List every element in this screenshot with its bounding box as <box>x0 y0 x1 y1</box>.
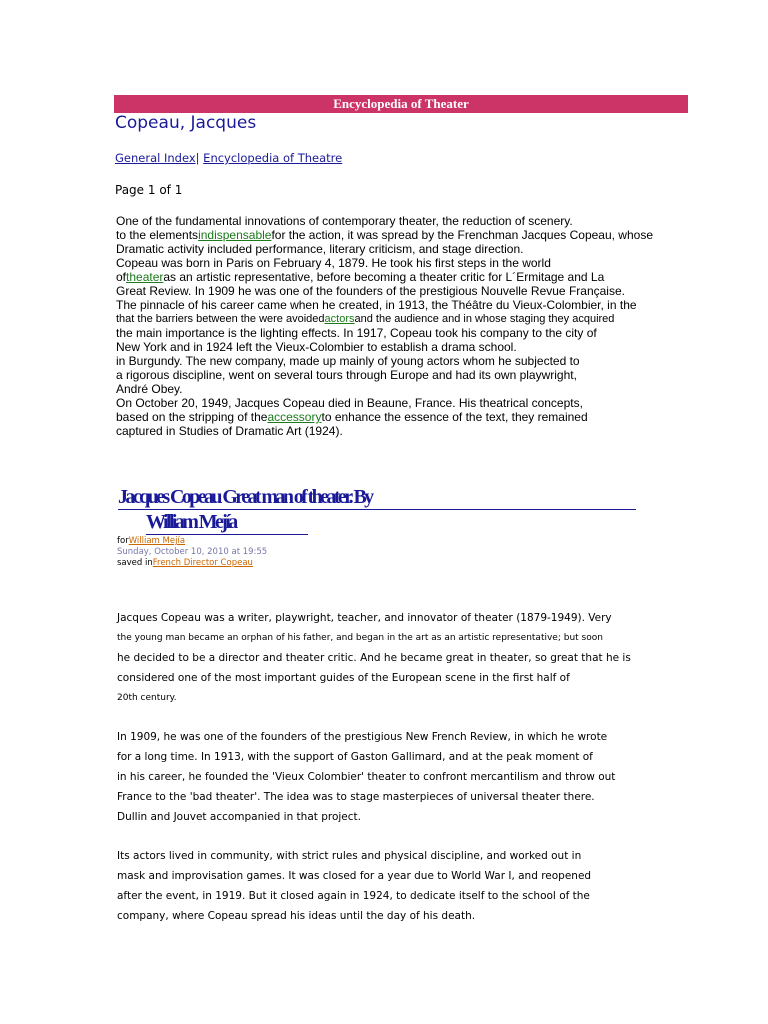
accessory-link[interactable]: accessory <box>267 410 322 424</box>
intro-line: oftheateras an artistic representative, before becoming a theater critic for L´Ermitage and La <box>116 270 605 284</box>
intro-line: to the elementsindispensablefor the action, it was spread by the Frenchman Jacques Copeau, whose <box>116 228 653 242</box>
actors-link[interactable]: actors <box>324 313 355 325</box>
intro-line: the main importance is the lighting effects. In 1917, Copeau took his company to the city of <box>116 326 597 340</box>
body-line: France to the 'bad theater'. The idea was to stage masterpieces of universal theater there. <box>117 791 595 803</box>
encyclopedia-theatre-link[interactable]: Encyclopedia of Theatre <box>203 151 343 165</box>
saved-prefix: saved in <box>117 558 153 568</box>
encyclopedia-banner: Encyclopedia of Theater <box>114 95 688 113</box>
article-headline[interactable] <box>118 486 636 535</box>
intro-line: that the barriers between the were avoidedactorsand the audience and in whose staging they acquired <box>116 313 615 325</box>
intro-line: Dramatic activity included performance, literary criticism, and stage direction. <box>116 242 524 256</box>
body-line: for a long time. In 1913, with the support of Gaston Gallimard, and at the peak moment of <box>117 751 593 763</box>
headline-line-1[interactable]: Jacques Copeau Great man of theater. By <box>118 486 636 510</box>
theater-link[interactable]: theater <box>126 270 164 284</box>
author-link[interactable]: William Mejía <box>128 536 186 546</box>
intro-line: a rigorous discipline, went on several tours through Europe and had its own playwright, <box>116 368 577 382</box>
body-line: after the event, in 1919. But it closed again in 1924, to dedicate itself to the school of the <box>117 890 590 902</box>
body-line: In 1909, he was one of the founders of the prestigious New French Review, in which he wrote <box>117 731 608 743</box>
body-line: in his career, he founded the 'Vieux Colombier' theater to confront mercantilism and throw out <box>117 771 616 783</box>
body-line: mask and improvisation games. It was closed for a year due to World War I, and reopened <box>117 870 592 882</box>
intro-line: captured in Studies of Dramatic Art (1924). <box>116 424 343 438</box>
intro-line: Copeau was born in Paris on February 4, 1879. He took his first steps in the world <box>116 256 551 270</box>
breadcrumb <box>115 151 342 165</box>
body-line: Dullin and Jouvet accompanied in that project. <box>117 811 361 823</box>
article-meta <box>117 536 267 569</box>
indispensable-link[interactable]: indispensable <box>198 228 272 242</box>
general-index-link[interactable]: General Index <box>115 151 196 165</box>
page-title: Copeau, Jacques <box>115 113 257 133</box>
article-body <box>117 608 631 926</box>
intro-line: in Burgundy. The new company, made up mainly of young actors whom he subjected to <box>116 354 580 368</box>
headline-line-2[interactable]: William Mejía <box>146 510 308 535</box>
intro-line: based on the stripping of theaccessoryto enhance the essence of the text, they remained <box>116 410 588 424</box>
intro-line: One of the fundamental innovations of contemporary theater, the reduction of scenery. <box>116 214 573 228</box>
body-line: Jacques Copeau was a writer, playwright, teacher, and innovator of theater (1879-1949). Very <box>117 612 612 624</box>
nav-separator: | <box>195 151 200 165</box>
body-line: he decided to be a director and theater critic. And he became great in theater, so great that he is <box>117 652 631 664</box>
intro-line: On October 20, 1949, Jacques Copeau died in Beaune, France. His theatrical concepts, <box>116 396 583 410</box>
body-line: company, where Copeau spread his ideas until the day of his death. <box>117 910 476 922</box>
intro-line: André Obey. <box>116 382 183 396</box>
category-link[interactable]: French Director Copeau <box>152 558 253 568</box>
body-line: considered one of the most important guides of the European scene in the first half of <box>117 672 570 684</box>
by-prefix: for <box>117 536 129 546</box>
article-date: Sunday, October 10, 2010 at 19:55 <box>117 547 268 557</box>
body-line: Its actors lived in community, with strict rules and physical discipline, and worked out in <box>117 850 582 862</box>
intro-line: The pinnacle of his career came when he created, in 1913, the Théâtre du Vieux-Colombier, in the <box>116 298 637 312</box>
body-line: 20th century. <box>117 693 177 703</box>
intro-line: Great Review. In 1909 he was one of the founders of the prestigious Nouvelle Revue Française. <box>116 284 625 298</box>
intro-line: New York and in 1924 left the Vieux-Colombier to establish a drama school. <box>116 340 517 354</box>
intro-text <box>116 214 653 438</box>
body-line: the young man became an orphan of his father, and began in the art as an artistic representative; but soon <box>117 633 603 643</box>
page-indicator: Page 1 of 1 <box>115 183 183 197</box>
